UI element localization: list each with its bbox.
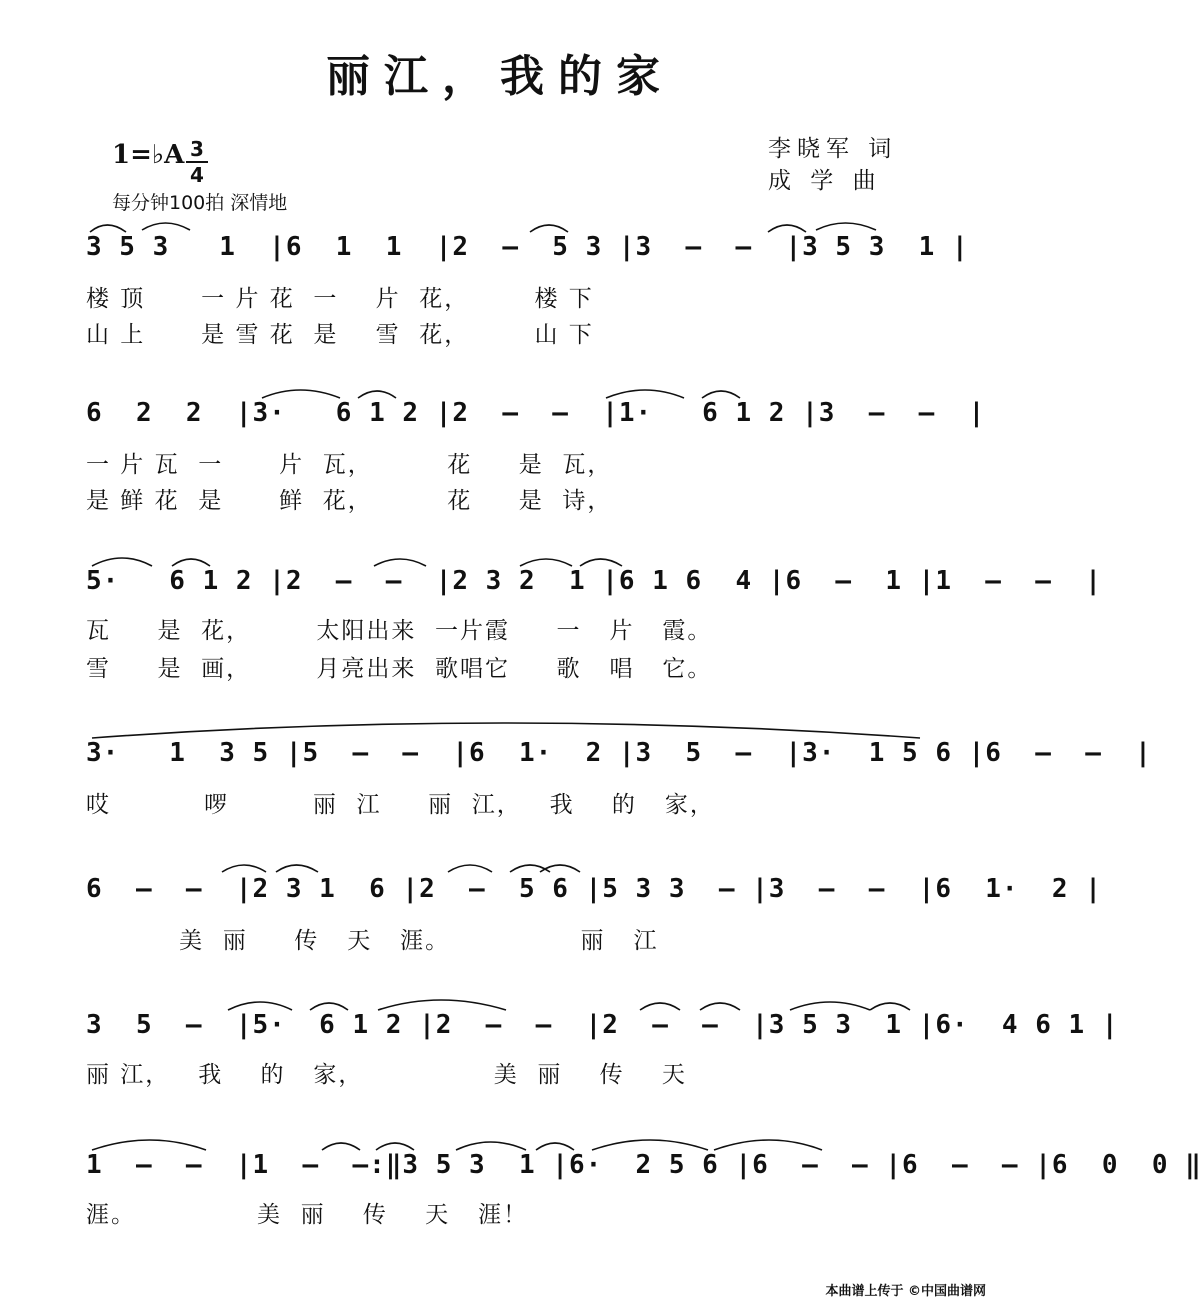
notes-row-2: 6 2 2 |3· 6 1 2 |2 – – |1· 6 1 2 |3 – – | bbox=[86, 398, 986, 428]
notes-row-5: 6 – – |2 3 1 6 |2 – 5 6 |5 3 3 – |3 – – |6 1· 2 | bbox=[86, 874, 1102, 904]
time-signature-bottom: 4 bbox=[190, 163, 204, 187]
key-signature: 1=♭A bbox=[112, 140, 185, 170]
lyrics-row-7: 涯。 美 丽 传 天 涯！ bbox=[86, 1202, 529, 1228]
footer-watermark: 本曲谱上传于 ©中国曲谱网 bbox=[825, 1284, 986, 1299]
lyricist-credit: 李晓军 词 bbox=[768, 136, 898, 162]
lyrics-row-2-verse-2: 是 鲜 花 是 鲜 花， 花 是 诗， bbox=[86, 488, 613, 514]
notes-row-3: 5· 6 1 2 |2 – – |2 3 2 1 |6 1 6 4 |6 – 1 |1 – – | bbox=[86, 566, 1102, 596]
notes-row-7: 1 – – |1 – –:‖3 5 3 1 |6· 2 5 6 |6 – – |6 – – |6 0 0 ‖ bbox=[86, 1150, 1202, 1180]
time-signature-top: 3 bbox=[190, 137, 204, 161]
lyrics-row-2-verse-1: 一 片 瓦 一 片 瓦， 花 是 瓦， bbox=[86, 452, 613, 478]
lyrics-row-1-verse-2: 山 上 是 雪 花 是 雪 花， 山 下 bbox=[86, 322, 594, 348]
tempo-marking: 每分钟100拍 深情地 bbox=[112, 192, 288, 214]
notes-row-1: 3 5 3 1 |6 1 1 |2 – 5 3 |3 – – |3 5 3 1 | bbox=[86, 232, 969, 262]
lyrics-row-4: 哎 啰 丽 江 丽 江， 我 的 家， bbox=[86, 792, 715, 818]
song-title: 丽江，我的家 bbox=[326, 51, 674, 102]
lyrics-row-1-verse-1: 楼 顶 一 片 花 一 片 花， 楼 下 bbox=[86, 286, 594, 312]
notes-row-6: 3 5 – |5· 6 1 2 |2 – – |2 – – |3 5 3 1 |6· 4 6 1 | bbox=[86, 1010, 1119, 1040]
lyrics-row-3-verse-2: 雪 是 画， 月亮出来 歌唱它 歌 唱 它。 bbox=[86, 656, 713, 682]
composer-credit: 成 学 曲 bbox=[768, 168, 882, 194]
notes-row-4: 3· 1 3 5 |5 – – |6 1· 2 |3 5 – |3· 1 5 6 |6 – – | bbox=[86, 738, 1152, 768]
lyrics-row-5: 美 丽 传 天 涯。 丽 江 bbox=[86, 928, 659, 954]
lyrics-row-6: 丽 江， 我 的 家， 美 丽 传 天 bbox=[86, 1062, 687, 1088]
lyrics-row-3-verse-1: 瓦 是 花， 太阳出来 一片霞 一 片 霞。 bbox=[86, 618, 713, 644]
